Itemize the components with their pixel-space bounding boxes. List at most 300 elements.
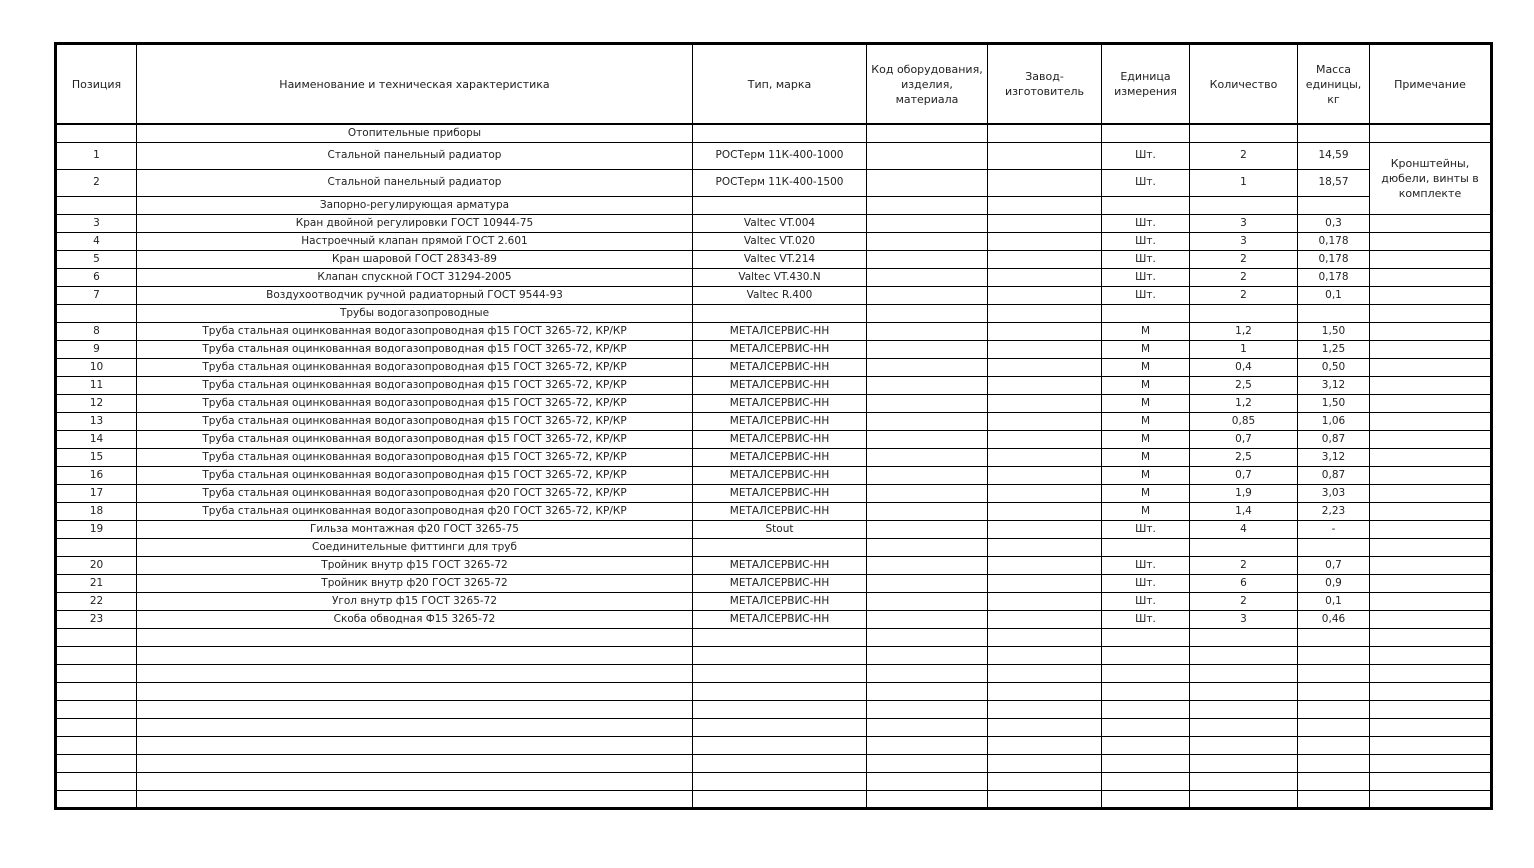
cell-manufacturer bbox=[988, 574, 1102, 592]
table-row bbox=[56, 592, 1492, 610]
cell-unit: М bbox=[1102, 394, 1190, 412]
cell-name: Труба стальная оцинкованная водогазопроводная ф15 ГОСТ 3265-72, КР/КР bbox=[137, 430, 693, 448]
cell-quantity bbox=[1190, 628, 1298, 646]
blank-row bbox=[56, 772, 1492, 790]
table-row bbox=[56, 466, 1492, 484]
cell-manufacturer bbox=[988, 268, 1102, 286]
cell-unit bbox=[1102, 718, 1190, 736]
cell-note bbox=[1370, 682, 1492, 700]
cell-name bbox=[137, 790, 693, 808]
table-row bbox=[56, 502, 1492, 520]
cell-manufacturer bbox=[988, 322, 1102, 340]
cell-mass: 0,87 bbox=[1298, 466, 1370, 484]
cell-position: 4 bbox=[56, 232, 137, 250]
cell-code bbox=[867, 772, 988, 790]
cell-code bbox=[867, 448, 988, 466]
cell-position bbox=[56, 754, 137, 772]
cell-quantity bbox=[1190, 646, 1298, 664]
cell-name: Труба стальная оцинкованная водогазопроводная ф15 ГОСТ 3265-72, КР/КР bbox=[137, 376, 693, 394]
cell-position: 10 bbox=[56, 358, 137, 376]
cell-type: МЕТАЛСЕРВИС-НН bbox=[693, 502, 867, 520]
table-row bbox=[56, 394, 1492, 412]
cell-quantity bbox=[1190, 754, 1298, 772]
cell-note bbox=[1370, 610, 1492, 628]
cell-name bbox=[137, 628, 693, 646]
cell-manufacturer bbox=[988, 628, 1102, 646]
cell-mass bbox=[1298, 682, 1370, 700]
cell-unit: М bbox=[1102, 466, 1190, 484]
cell-manufacturer bbox=[988, 718, 1102, 736]
cell-manufacturer bbox=[988, 664, 1102, 682]
cell-mass bbox=[1298, 538, 1370, 556]
cell-unit bbox=[1102, 304, 1190, 322]
cell-manufacturer bbox=[988, 376, 1102, 394]
cell-code bbox=[867, 700, 988, 718]
cell-code bbox=[867, 520, 988, 538]
cell-unit: Шт. bbox=[1102, 520, 1190, 538]
cell-code bbox=[867, 790, 988, 808]
cell-code bbox=[867, 286, 988, 304]
cell-name: Труба стальная оцинкованная водогазопроводная ф20 ГОСТ 3265-72, КР/КР bbox=[137, 484, 693, 502]
cell-position: 8 bbox=[56, 322, 137, 340]
cell-quantity: 1 bbox=[1190, 169, 1298, 196]
cell-name: Тройник внутр ф20 ГОСТ 3265-72 bbox=[137, 574, 693, 592]
cell-quantity: 2 bbox=[1190, 268, 1298, 286]
cell-code bbox=[867, 268, 988, 286]
cell-note bbox=[1370, 340, 1492, 358]
table-row bbox=[56, 376, 1492, 394]
cell-type bbox=[693, 700, 867, 718]
cell-position bbox=[56, 304, 137, 322]
cell-manufacturer bbox=[988, 520, 1102, 538]
cell-quantity: 2 bbox=[1190, 142, 1298, 169]
cell-position: 3 bbox=[56, 214, 137, 232]
header-type: Тип, марка bbox=[693, 44, 867, 125]
cell-type bbox=[693, 772, 867, 790]
cell-manufacturer bbox=[988, 538, 1102, 556]
cell-note bbox=[1370, 646, 1492, 664]
cell-position: 21 bbox=[56, 574, 137, 592]
cell-unit: М bbox=[1102, 358, 1190, 376]
cell-note bbox=[1370, 628, 1492, 646]
cell-mass: 3,12 bbox=[1298, 448, 1370, 466]
cell-mass: 0,1 bbox=[1298, 592, 1370, 610]
cell-position: 6 bbox=[56, 268, 137, 286]
cell-note-radiators: Кронштейны, дюбели, винты в комплекте bbox=[1370, 142, 1492, 214]
cell-unit: Шт. bbox=[1102, 232, 1190, 250]
header-position: Позиция bbox=[56, 44, 137, 125]
cell-name bbox=[137, 718, 693, 736]
cell-mass: 3,03 bbox=[1298, 484, 1370, 502]
cell-note bbox=[1370, 790, 1492, 808]
table-row bbox=[56, 430, 1492, 448]
cell-note bbox=[1370, 718, 1492, 736]
cell-name: Труба стальная оцинкованная водогазопроводная ф15 ГОСТ 3265-72, КР/КР bbox=[137, 412, 693, 430]
cell-note bbox=[1370, 556, 1492, 574]
cell-name bbox=[137, 664, 693, 682]
cell-name: Гильза монтажная ф20 ГОСТ 3265-75 bbox=[137, 520, 693, 538]
cell-type: РОСТерм 11К-400-1000 bbox=[693, 142, 867, 169]
cell-name: Запорно-регулирующая арматура bbox=[137, 196, 693, 214]
cell-unit: Шт. bbox=[1102, 592, 1190, 610]
cell-mass bbox=[1298, 736, 1370, 754]
cell-unit bbox=[1102, 124, 1190, 142]
cell-unit: М bbox=[1102, 484, 1190, 502]
cell-type: Valtec R.400 bbox=[693, 286, 867, 304]
cell-manufacturer bbox=[988, 466, 1102, 484]
table-row bbox=[56, 358, 1492, 376]
cell-unit bbox=[1102, 754, 1190, 772]
cell-position bbox=[56, 718, 137, 736]
cell-code bbox=[867, 322, 988, 340]
table-row bbox=[56, 142, 1492, 169]
cell-type: МЕТАЛСЕРВИС-НН bbox=[693, 484, 867, 502]
cell-type: Stout bbox=[693, 520, 867, 538]
cell-quantity: 0,7 bbox=[1190, 430, 1298, 448]
cell-quantity: 3 bbox=[1190, 232, 1298, 250]
cell-quantity: 1,9 bbox=[1190, 484, 1298, 502]
cell-type: МЕТАЛСЕРВИС-НН bbox=[693, 322, 867, 340]
cell-type: МЕТАЛСЕРВИС-НН bbox=[693, 556, 867, 574]
cell-name: Труба стальная оцинкованная водогазопроводная ф15 ГОСТ 3265-72, КР/КР bbox=[137, 466, 693, 484]
cell-code bbox=[867, 502, 988, 520]
cell-code bbox=[867, 340, 988, 358]
cell-type: МЕТАЛСЕРВИС-НН bbox=[693, 358, 867, 376]
cell-name: Кран двойной регулировки ГОСТ 10944-75 bbox=[137, 214, 693, 232]
blank-row bbox=[56, 646, 1492, 664]
cell-type bbox=[693, 790, 867, 808]
table-row bbox=[56, 448, 1492, 466]
section-row bbox=[56, 538, 1492, 556]
cell-quantity: 1,2 bbox=[1190, 322, 1298, 340]
cell-manufacturer bbox=[988, 754, 1102, 772]
blank-row bbox=[56, 664, 1492, 682]
cell-quantity bbox=[1190, 196, 1298, 214]
cell-type bbox=[693, 628, 867, 646]
table-body bbox=[56, 124, 1492, 808]
cell-position: 11 bbox=[56, 376, 137, 394]
cell-quantity: 2 bbox=[1190, 250, 1298, 268]
cell-code bbox=[867, 646, 988, 664]
cell-unit: М bbox=[1102, 322, 1190, 340]
cell-position: 14 bbox=[56, 430, 137, 448]
cell-quantity: 6 bbox=[1190, 574, 1298, 592]
cell-quantity: 2 bbox=[1190, 286, 1298, 304]
cell-position: 15 bbox=[56, 448, 137, 466]
cell-unit: М bbox=[1102, 340, 1190, 358]
cell-position: 19 bbox=[56, 520, 137, 538]
cell-type: Valtec VT.214 bbox=[693, 250, 867, 268]
section-row bbox=[56, 304, 1492, 322]
cell-code bbox=[867, 556, 988, 574]
cell-type: МЕТАЛСЕРВИС-НН bbox=[693, 592, 867, 610]
cell-type: Valtec VT.004 bbox=[693, 214, 867, 232]
cell-quantity: 1,2 bbox=[1190, 394, 1298, 412]
cell-position: 12 bbox=[56, 394, 137, 412]
cell-note bbox=[1370, 466, 1492, 484]
cell-note bbox=[1370, 214, 1492, 232]
cell-note bbox=[1370, 772, 1492, 790]
cell-unit: Шт. bbox=[1102, 556, 1190, 574]
cell-name bbox=[137, 646, 693, 664]
header-code: Код оборудования, изделия, материала bbox=[867, 44, 988, 125]
cell-note bbox=[1370, 412, 1492, 430]
cell-name: Стальной панельный радиатор bbox=[137, 142, 693, 169]
cell-manufacturer bbox=[988, 304, 1102, 322]
cell-mass bbox=[1298, 304, 1370, 322]
cell-name: Труба стальная оцинкованная водогазопроводная ф20 ГОСТ 3265-72, КР/КР bbox=[137, 502, 693, 520]
cell-type bbox=[693, 682, 867, 700]
cell-note bbox=[1370, 448, 1492, 466]
cell-mass bbox=[1298, 664, 1370, 682]
cell-position: 18 bbox=[56, 502, 137, 520]
cell-manufacturer bbox=[988, 610, 1102, 628]
cell-code bbox=[867, 466, 988, 484]
cell-name bbox=[137, 772, 693, 790]
cell-mass: 0,7 bbox=[1298, 556, 1370, 574]
cell-note bbox=[1370, 430, 1492, 448]
cell-position: 22 bbox=[56, 592, 137, 610]
cell-quantity bbox=[1190, 790, 1298, 808]
cell-note bbox=[1370, 268, 1492, 286]
blank-row bbox=[56, 628, 1492, 646]
cell-manufacturer bbox=[988, 448, 1102, 466]
table-row bbox=[56, 484, 1492, 502]
cell-note bbox=[1370, 124, 1492, 142]
header-quantity: Количество bbox=[1190, 44, 1298, 125]
header-unit: Единица измерения bbox=[1102, 44, 1190, 125]
cell-quantity bbox=[1190, 700, 1298, 718]
cell-unit: Шт. bbox=[1102, 610, 1190, 628]
cell-unit: М bbox=[1102, 448, 1190, 466]
cell-position: 2 bbox=[56, 169, 137, 196]
cell-note bbox=[1370, 376, 1492, 394]
cell-manufacturer bbox=[988, 502, 1102, 520]
cell-position: 16 bbox=[56, 466, 137, 484]
cell-code bbox=[867, 592, 988, 610]
section-row bbox=[56, 196, 1492, 214]
cell-type: Valtec VT.430.N bbox=[693, 268, 867, 286]
cell-quantity bbox=[1190, 304, 1298, 322]
cell-mass bbox=[1298, 196, 1370, 214]
cell-note bbox=[1370, 322, 1492, 340]
cell-type: МЕТАЛСЕРВИС-НН bbox=[693, 430, 867, 448]
cell-code bbox=[867, 538, 988, 556]
cell-position: 7 bbox=[56, 286, 137, 304]
cell-manufacturer bbox=[988, 394, 1102, 412]
cell-quantity: 0,4 bbox=[1190, 358, 1298, 376]
cell-type: МЕТАЛСЕРВИС-НН bbox=[693, 574, 867, 592]
cell-code bbox=[867, 358, 988, 376]
table-row bbox=[56, 286, 1492, 304]
cell-manufacturer bbox=[988, 592, 1102, 610]
table-row bbox=[56, 214, 1492, 232]
cell-code bbox=[867, 124, 988, 142]
cell-position bbox=[56, 664, 137, 682]
cell-position: 5 bbox=[56, 250, 137, 268]
cell-name bbox=[137, 736, 693, 754]
cell-type: РОСТерм 11К-400-1500 bbox=[693, 169, 867, 196]
table-row bbox=[56, 610, 1492, 628]
cell-manufacturer bbox=[988, 682, 1102, 700]
table-row bbox=[56, 340, 1492, 358]
cell-code bbox=[867, 250, 988, 268]
cell-quantity: 0,85 bbox=[1190, 412, 1298, 430]
cell-position bbox=[56, 790, 137, 808]
cell-type bbox=[693, 304, 867, 322]
blank-row bbox=[56, 790, 1492, 808]
cell-name: Труба стальная оцинкованная водогазопроводная ф15 ГОСТ 3265-72, КР/КР bbox=[137, 322, 693, 340]
cell-position bbox=[56, 538, 137, 556]
cell-mass bbox=[1298, 790, 1370, 808]
cell-type: Valtec VT.020 bbox=[693, 232, 867, 250]
cell-mass: 0,9 bbox=[1298, 574, 1370, 592]
table-row bbox=[56, 556, 1492, 574]
cell-quantity bbox=[1190, 538, 1298, 556]
cell-unit bbox=[1102, 790, 1190, 808]
cell-code bbox=[867, 736, 988, 754]
cell-note bbox=[1370, 700, 1492, 718]
cell-code bbox=[867, 412, 988, 430]
cell-note bbox=[1370, 250, 1492, 268]
cell-name: Угол внутр ф15 ГОСТ 3265-72 bbox=[137, 592, 693, 610]
cell-mass: 0,3 bbox=[1298, 214, 1370, 232]
cell-mass: 1,06 bbox=[1298, 412, 1370, 430]
cell-manufacturer bbox=[988, 412, 1102, 430]
blank-row bbox=[56, 754, 1492, 772]
cell-quantity bbox=[1190, 736, 1298, 754]
cell-unit bbox=[1102, 682, 1190, 700]
cell-note bbox=[1370, 358, 1492, 376]
cell-name: Труба стальная оцинкованная водогазопроводная ф15 ГОСТ 3265-72, КР/КР bbox=[137, 394, 693, 412]
cell-note bbox=[1370, 520, 1492, 538]
cell-unit: М bbox=[1102, 502, 1190, 520]
cell-manufacturer bbox=[988, 250, 1102, 268]
cell-code bbox=[867, 394, 988, 412]
cell-type: МЕТАЛСЕРВИС-НН bbox=[693, 610, 867, 628]
cell-unit bbox=[1102, 700, 1190, 718]
cell-code bbox=[867, 142, 988, 169]
cell-manufacturer bbox=[988, 484, 1102, 502]
cell-code bbox=[867, 574, 988, 592]
header-mass: Масса единицы, кг bbox=[1298, 44, 1370, 125]
cell-position bbox=[56, 124, 137, 142]
cell-manufacturer bbox=[988, 358, 1102, 376]
cell-manufacturer bbox=[988, 232, 1102, 250]
cell-mass: 0,178 bbox=[1298, 250, 1370, 268]
cell-unit bbox=[1102, 646, 1190, 664]
cell-name: Тройник внутр ф15 ГОСТ 3265-72 bbox=[137, 556, 693, 574]
cell-name: Труба стальная оцинкованная водогазопроводная ф15 ГОСТ 3265-72, КР/КР bbox=[137, 340, 693, 358]
cell-mass: 1,50 bbox=[1298, 322, 1370, 340]
cell-name bbox=[137, 700, 693, 718]
specification-table bbox=[54, 42, 1493, 810]
cell-type: МЕТАЛСЕРВИС-НН bbox=[693, 394, 867, 412]
cell-mass: 18,57 bbox=[1298, 169, 1370, 196]
cell-name: Соединительные фиттинги для труб bbox=[137, 538, 693, 556]
cell-type bbox=[693, 124, 867, 142]
cell-mass bbox=[1298, 718, 1370, 736]
cell-note bbox=[1370, 286, 1492, 304]
cell-manufacturer bbox=[988, 646, 1102, 664]
cell-position bbox=[56, 628, 137, 646]
cell-name bbox=[137, 682, 693, 700]
cell-code bbox=[867, 484, 988, 502]
cell-mass: 0,1 bbox=[1298, 286, 1370, 304]
cell-position bbox=[56, 646, 137, 664]
cell-manufacturer bbox=[988, 214, 1102, 232]
cell-position: 13 bbox=[56, 412, 137, 430]
cell-code bbox=[867, 430, 988, 448]
cell-unit: М bbox=[1102, 430, 1190, 448]
cell-manufacturer bbox=[988, 556, 1102, 574]
cell-quantity: 0,7 bbox=[1190, 466, 1298, 484]
cell-code bbox=[867, 754, 988, 772]
cell-name: Труба стальная оцинкованная водогазопроводная ф15 ГОСТ 3265-72, КР/КР bbox=[137, 448, 693, 466]
cell-mass bbox=[1298, 628, 1370, 646]
cell-name: Клапан спускной ГОСТ 31294-2005 bbox=[137, 268, 693, 286]
table-row bbox=[56, 412, 1492, 430]
blank-row bbox=[56, 700, 1492, 718]
cell-unit: Шт. bbox=[1102, 268, 1190, 286]
cell-type bbox=[693, 754, 867, 772]
cell-code bbox=[867, 232, 988, 250]
cell-unit: М bbox=[1102, 376, 1190, 394]
table-row bbox=[56, 268, 1492, 286]
cell-name bbox=[137, 754, 693, 772]
cell-note bbox=[1370, 664, 1492, 682]
cell-note bbox=[1370, 574, 1492, 592]
cell-quantity bbox=[1190, 682, 1298, 700]
cell-name: Отопительные приборы bbox=[137, 124, 693, 142]
cell-note bbox=[1370, 394, 1492, 412]
cell-position: 23 bbox=[56, 610, 137, 628]
cell-note bbox=[1370, 232, 1492, 250]
cell-name: Труба стальная оцинкованная водогазопроводная ф15 ГОСТ 3265-72, КР/КР bbox=[137, 358, 693, 376]
cell-code bbox=[867, 682, 988, 700]
cell-unit: Шт. bbox=[1102, 142, 1190, 169]
cell-mass: 0,87 bbox=[1298, 430, 1370, 448]
cell-type bbox=[693, 664, 867, 682]
cell-code bbox=[867, 196, 988, 214]
cell-quantity bbox=[1190, 124, 1298, 142]
cell-position: 17 bbox=[56, 484, 137, 502]
cell-mass bbox=[1298, 124, 1370, 142]
cell-name: Трубы водогазопроводные bbox=[137, 304, 693, 322]
cell-note bbox=[1370, 754, 1492, 772]
cell-type bbox=[693, 196, 867, 214]
cell-unit bbox=[1102, 664, 1190, 682]
cell-code bbox=[867, 610, 988, 628]
cell-unit: Шт. bbox=[1102, 169, 1190, 196]
cell-mass bbox=[1298, 772, 1370, 790]
cell-note bbox=[1370, 736, 1492, 754]
cell-code bbox=[867, 214, 988, 232]
cell-name: Настроечный клапан прямой ГОСТ 2.601 bbox=[137, 232, 693, 250]
blank-row bbox=[56, 736, 1492, 754]
cell-position bbox=[56, 682, 137, 700]
cell-mass: 14,59 bbox=[1298, 142, 1370, 169]
cell-manufacturer bbox=[988, 772, 1102, 790]
cell-manufacturer bbox=[988, 700, 1102, 718]
cell-position bbox=[56, 196, 137, 214]
cell-unit: Шт. bbox=[1102, 574, 1190, 592]
cell-manufacturer bbox=[988, 790, 1102, 808]
cell-mass bbox=[1298, 646, 1370, 664]
cell-quantity: 2,5 bbox=[1190, 448, 1298, 466]
cell-type: МЕТАЛСЕРВИС-НН bbox=[693, 466, 867, 484]
cell-manufacturer bbox=[988, 340, 1102, 358]
